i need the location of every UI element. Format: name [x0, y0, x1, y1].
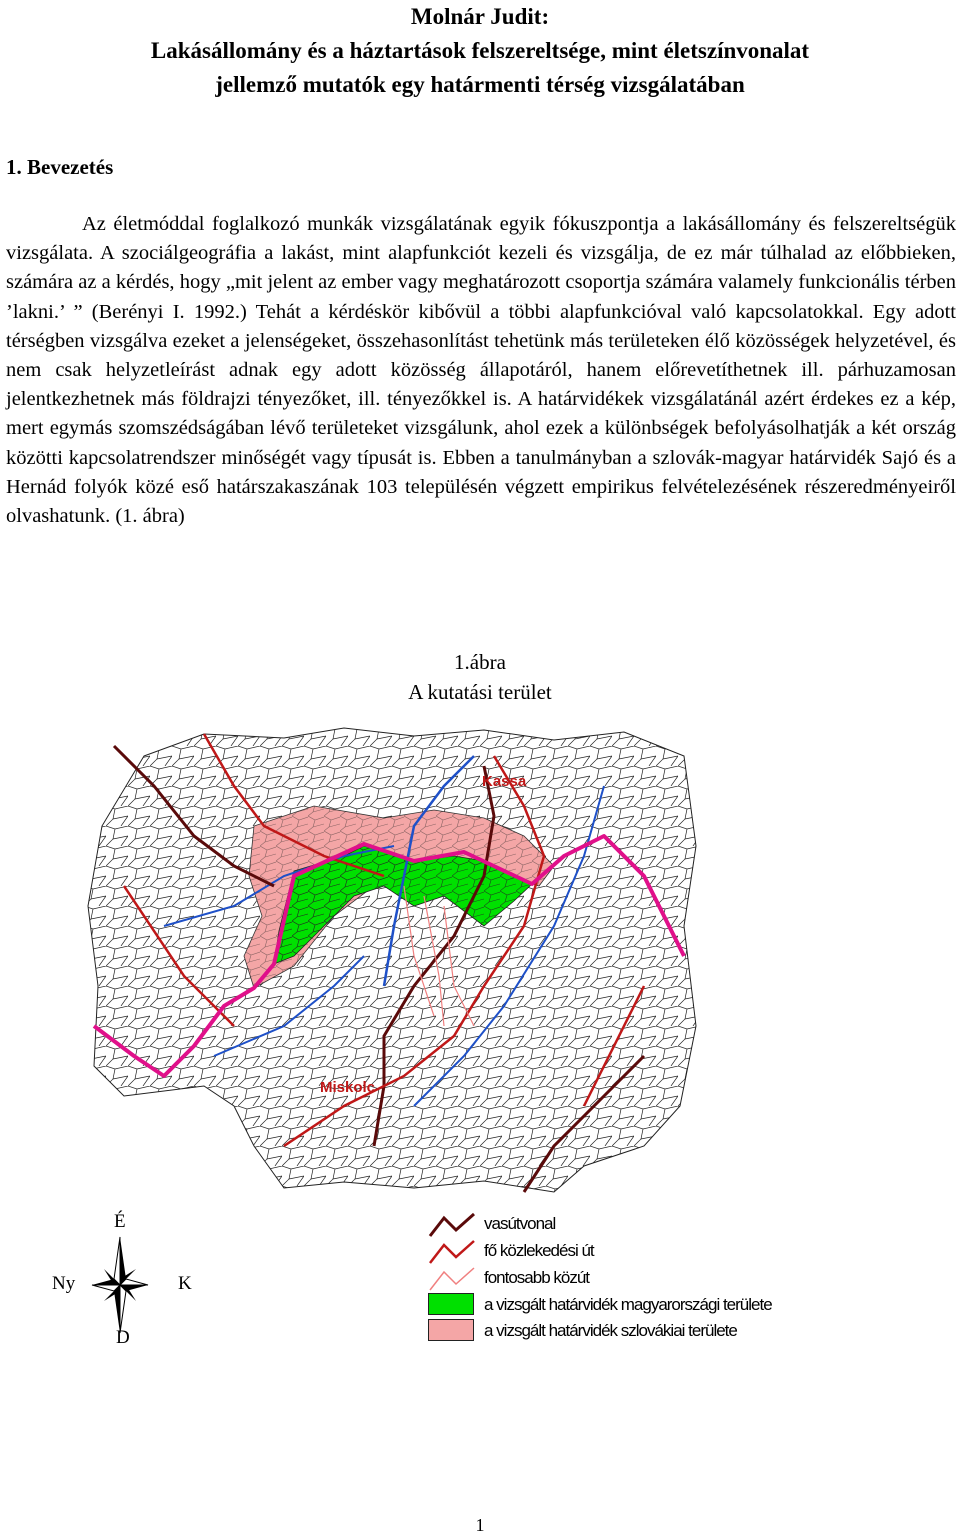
legend-label: a vizsgált határvidék magyarországi területe [484, 1295, 772, 1314]
main-road-line-icon [428, 1239, 476, 1265]
legend-item-slovak-area [428, 1319, 848, 1343]
railway-line-icon [428, 1212, 476, 1238]
figure-number: 1.ábra [454, 650, 506, 674]
legend-item-main-road [428, 1239, 848, 1263]
author-name: Molnár Judit: [410, 4, 550, 29]
city-label-kassa: Kassa [482, 773, 527, 790]
city-label-miskolc: Miskolc [320, 1079, 376, 1096]
figure-caption: A kutatási terület [408, 680, 552, 704]
legend-item-minor-road [428, 1266, 848, 1290]
compass-east-label: K [178, 1273, 192, 1294]
legend-item-railway [428, 1212, 848, 1236]
page-number: 1 [475, 1515, 485, 1535]
body-text [6, 210, 956, 531]
paper-title-block [0, 0, 960, 102]
compass-star-icon [90, 1235, 150, 1335]
green-area-swatch [428, 1293, 474, 1315]
paper-title-line-2: jellemző mutatók egy határmenti térség vizsgálatában [215, 72, 745, 97]
research-area-map [84, 726, 704, 1196]
compass-rose [40, 1205, 200, 1355]
section-heading: 1. Bevezetés [6, 155, 114, 179]
minor-road-line-icon [428, 1266, 476, 1292]
paper-title-line-1: Lakásállomány és a háztartások felszereltsége, mint életszínvonalat [150, 38, 810, 63]
compass-south-label: D [116, 1327, 130, 1348]
compass-west-label: Ny [52, 1273, 76, 1294]
pink-area-swatch [428, 1319, 474, 1341]
legend-label: a vizsgált határvidék szlovákiai területe [484, 1321, 737, 1340]
legend-item-hungarian-area [428, 1293, 848, 1317]
legend-label: fő közlekedési út [484, 1241, 594, 1260]
legend-label: vasútvonal [484, 1214, 556, 1233]
map-outline [88, 728, 696, 1192]
compass-north-label: É [114, 1211, 126, 1232]
intro-paragraph: Az életmóddal foglalkozó munkák vizsgálatának egyik fókuszpontja a lakásállomány és felszereltségük vizsgálata. A szociálgeográfia a lakást, mint alapfunkciót kezeli és vizsgálja, de ez már túlhalad az előbbieken, számára az a kérdés, hogy „mit jelent az ember vagy meghatározott csoportja számára valamely funkcionális térben ’lakni.’ ” (Berényi I. 1992.) Tehát a kérdéskör kibővül a többi alapfunkcióval való kapcsolatokkal. Egy adott térségben vizsgálva ezeket a jelenségeket, összehasonlítást tehetünk más területeken élő közösségek helyzetével, és nem csak helyzetleírást adnak egy adott közösség állapotáról, hanem előrevetíthetnek ill. párhuzamosan jelentkezhetnek más földrajzi tényezőket, ill. tényezőkkel is. A határvidékek vizsgálatánál azért érdekes ez a kép, mert egymás szomszédságában lévő területeket vizsgálunk, ahol ezek a különbségek befolyásolhatják a két ország közötti kapcsolatrendszer minőségét vagy típusát is. Ebben a tanulmányban a szlovák-magyar határvidék Sajó és a Hernád folyók közé eső határszakaszának 103 településén végzett empirikus felvételezésének részeredményeiről olvashatunk. (1. ábra) [6, 213, 956, 528]
legend-label: fontosabb közút [484, 1268, 590, 1287]
